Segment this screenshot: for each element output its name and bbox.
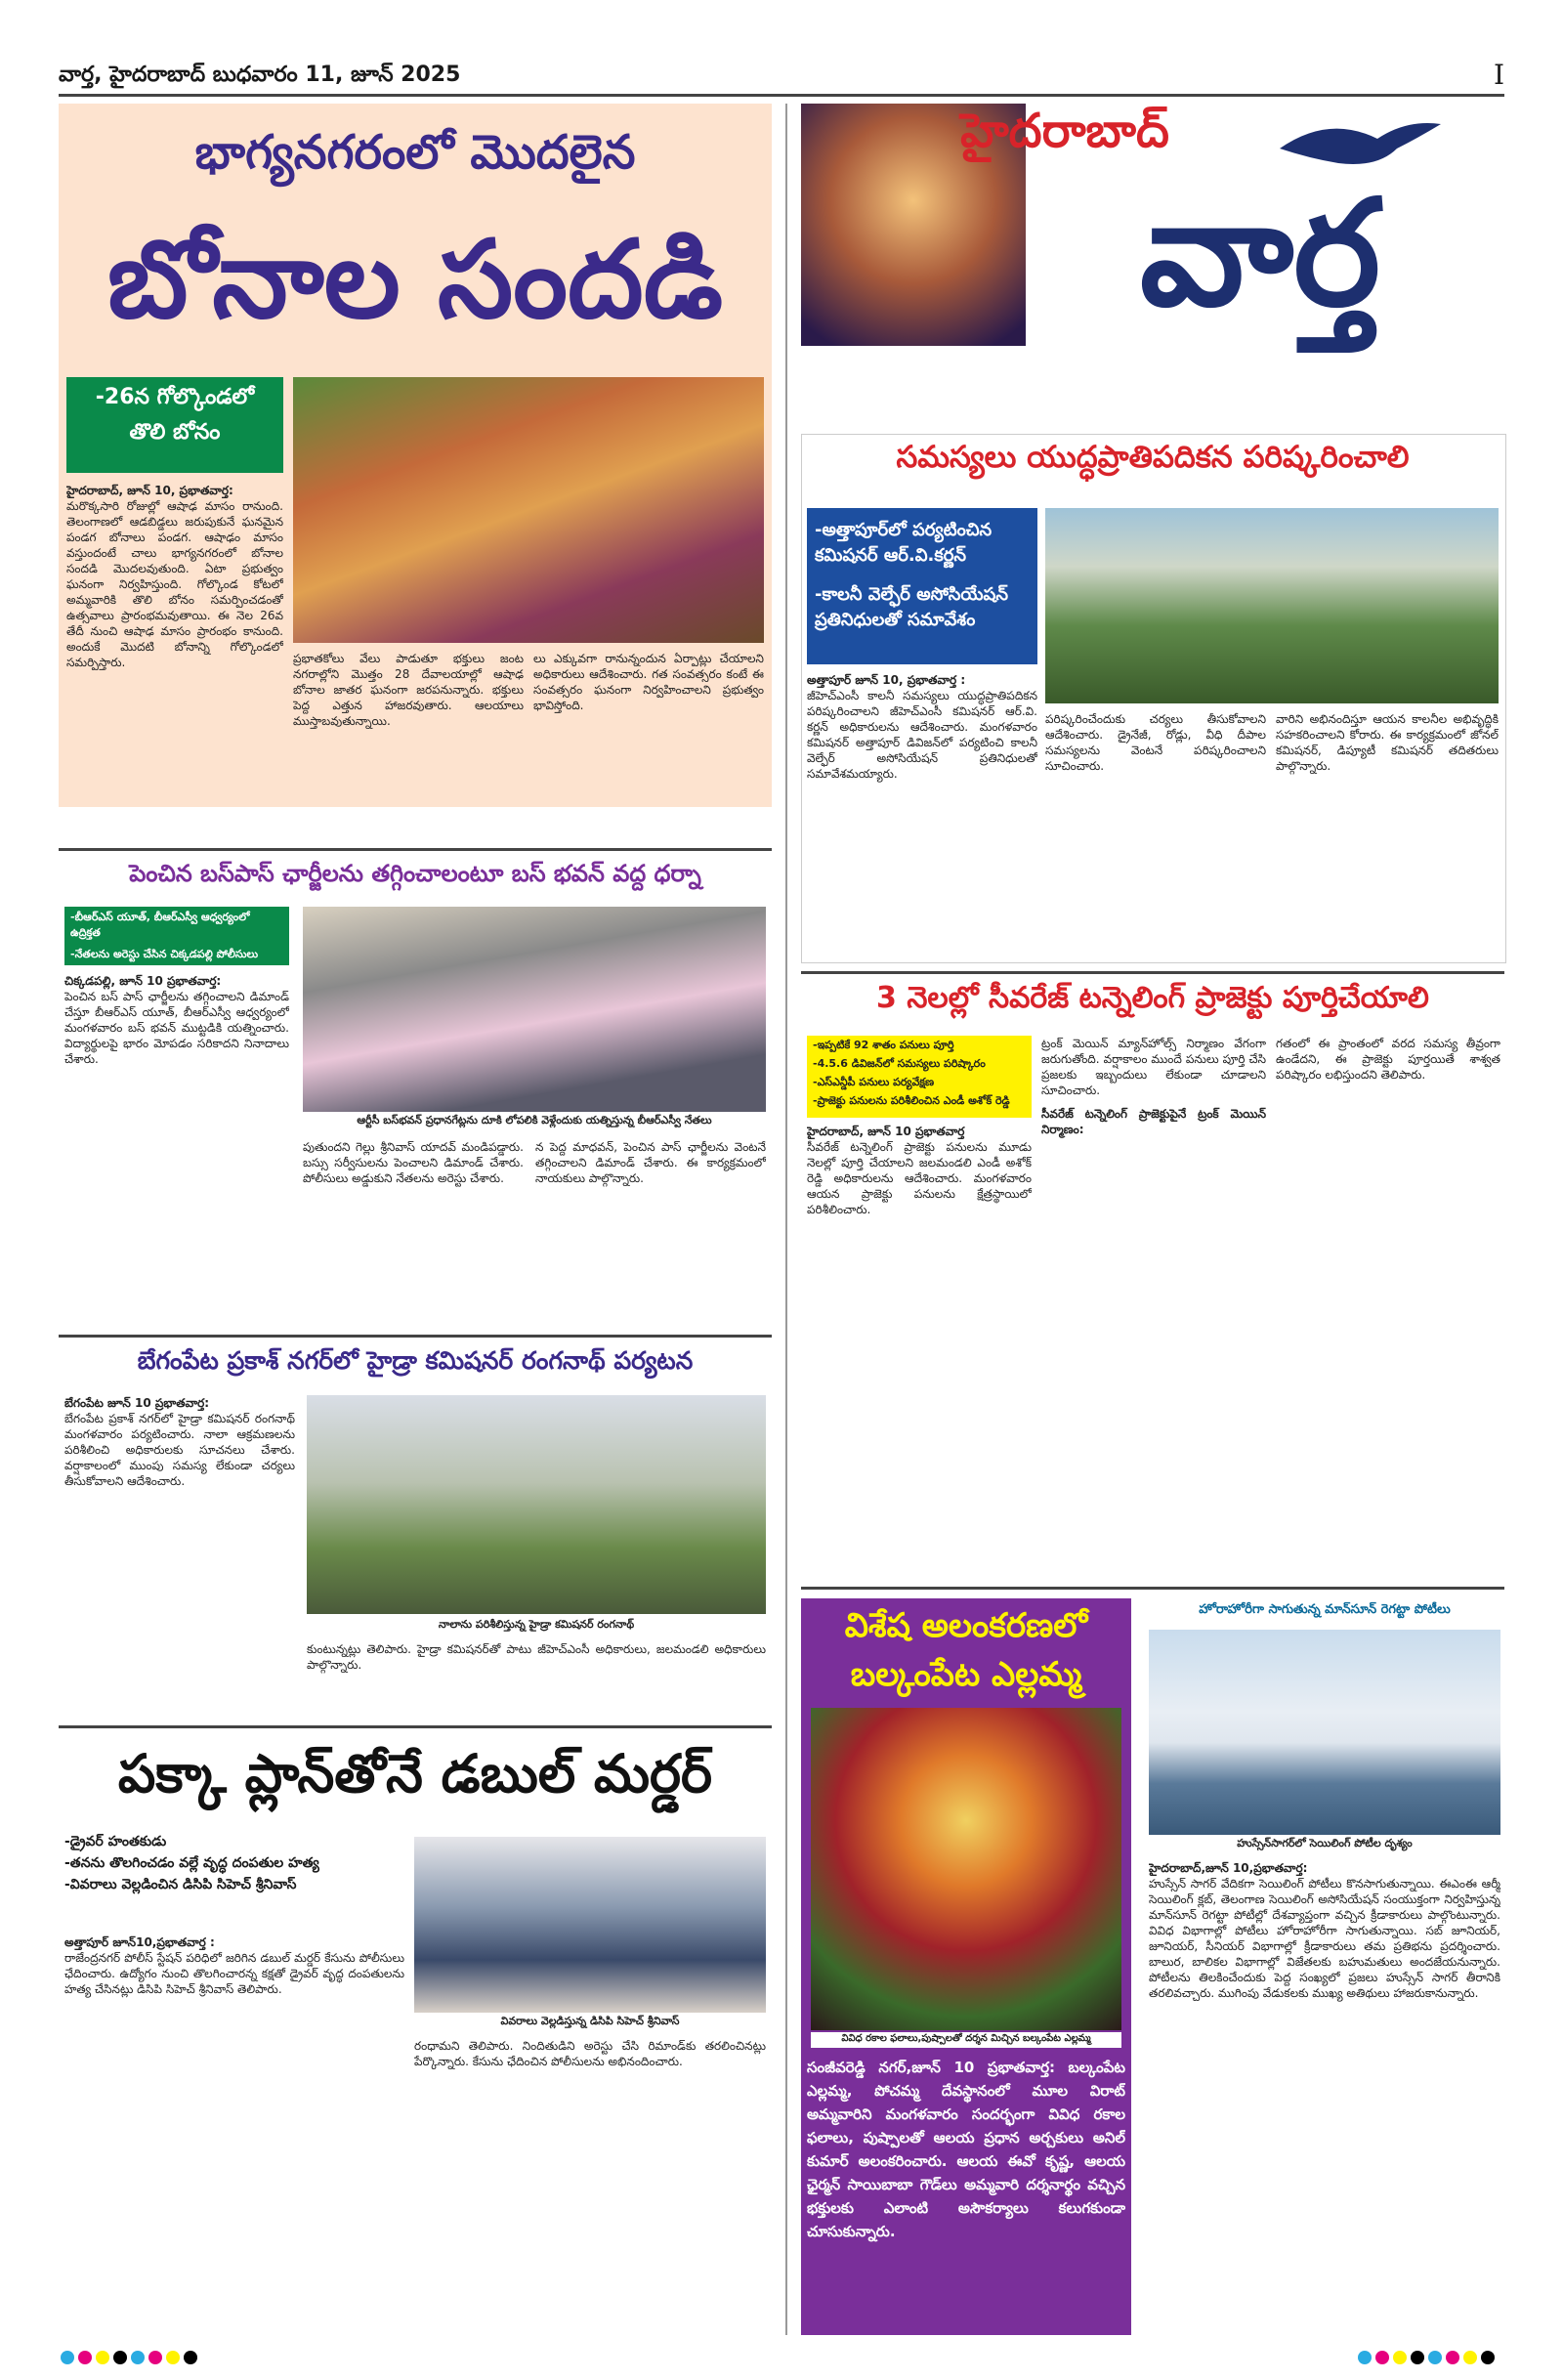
begumpet-caption: నాలాను పరిశీలిస్తున్న హైడ్రా కమిషనర్ రంగనాథ్	[438, 1618, 635, 1631]
bus-bullet: -నేతలను అరెస్టు చేసిన చిక్కడపల్లి పోలీసులు	[70, 948, 259, 960]
masthead-dateline: వార్త, హైదరాబాద్ బుధవారం 11, జూన్ 2025	[59, 63, 461, 87]
samasyalu-title: సమస్యలు యుద్ధప్రాతిపదికన పరిష్కరించాలి	[896, 440, 1410, 475]
divider	[801, 1587, 1504, 1590]
bonalu-subhead-line2: తొలి బోనం	[129, 420, 221, 445]
regatta-caption: హుస్సేన్‌సాగర్‌లో సెయిలింగ్ పోటీల దృశ్యం	[1237, 1837, 1413, 1849]
begumpet-body-col2	[307, 1641, 766, 1714]
page-masthead	[59, 59, 1504, 97]
begumpet-title: బేగంపేట ప్రకాశ్ నగర్‌లో హైడ్రా కమిషనర్ రంగనాథ్ పర్యటన	[137, 1346, 694, 1375]
bus-body-col3	[535, 1139, 766, 1321]
murder-title: పక్కా ప్లాన్‌తోనే డబుల్ మర్డర్	[117, 1743, 713, 1805]
samasyalu-body-paragraph: పరిష్కరించేందుకు చర్యలు తీసుకోవాలని ఆదేశించారు. డ్రైనేజీ, రోడ్లు, వీధి దీపాల సమస్యలను వెంటనే పరిష్కరించాలని సూచించారు.	[1045, 712, 1266, 773]
samasyalu-photo	[1045, 508, 1499, 703]
registration-dot	[166, 2351, 180, 2364]
samasyalu-body-col2	[1045, 711, 1266, 956]
sewer-title: 3 నెలల్లో సీవరేజ్ టన్నెలింగ్ ప్రాజెక్టు పూర్తిచేయాలి	[876, 981, 1429, 1015]
murder-dateline: అత్తాపూర్ జూన్10,ప్రభాతవార్త :	[64, 1935, 215, 1949]
bonalu-kicker: భాగ్యనగరంలో మొదలైన	[194, 125, 636, 180]
murder-body-paragraph: రాజేంద్రనగర్ పోలీస్ స్టేషన్ పరిధిలో జరిగిన డబుల్ మర్డర్ కేసును పోలీసులు ఛేదించారు. ఉద్యోగం నుంచి తొలగించారన్న కక్షతో డ్రైవర్ వృద్ధ దంపతులను హత్య చేసినట్లు డిసిపి సిహెచ్ శ్రీనివాస్ తెలిపారు.	[64, 1951, 404, 1996]
registration-dot	[131, 2351, 145, 2364]
registration-dot	[61, 2351, 74, 2364]
registration-dot	[1446, 2351, 1459, 2364]
registration-dot	[113, 2351, 127, 2364]
regatta-body-paragraph: హుస్సేన్ సాగర్ వేదికగా సెయిలింగ్ పోటీలు కొనసాగుతున్నాయి. ఈఎంఈ ఆర్మీ సెయిలింగ్ క్లబ్, తెలంగాణ సెయిలింగ్ అసోసియేషన్ సంయుక్తంగా నిర్వహిస్తున్న మాన్‌సూన్ రెగట్టా పోటీల్లో దేశవ్యాప్తంగా వచ్చిన క్రీడాకారులు పాల్గొంటున్నారు. వివిధ విభాగాల్లో పోటీలు హోరాహోరీగా సాగుతున్నాయి. సబ్ జూనియర్, జూనియర్, సీనియర్ విభాగాల్లో క్రీడాకారులు తమ ప్రతిభను ప్రదర్శించారు. బాలుర, బాలికల విభాగాల్లో విజేతలకు బహుమతులు అందజేయనున్నారు. పోటీలను తిలకించేందుకు పెద్ద సంఖ్యలో ప్రజలు హుస్సేన్ సాగర్ తీరానికి తరలివచ్చారు. ముగింపు వేడుకలకు ముఖ్య అతిథులు హాజరుకానున్నారు.	[1149, 1877, 1500, 2000]
murder-body-col1	[64, 1934, 404, 2296]
regatta-dateline: హైదరాబాద్,జూన్ 10,ప్రభాతవార్త:	[1149, 1861, 1308, 1875]
regatta-body	[1149, 1860, 1500, 2335]
brand-city: హైదరాబాద్	[960, 104, 1169, 158]
samasyalu-bullets	[807, 508, 1037, 664]
begumpet-photo	[307, 1395, 766, 1614]
samasyalu-body-paragraph: వారిని అభినందిస్తూ ఆయన కాలనీల అభివృద్ధికి సహకరించాలని కోరారు. ఈ కార్యక్రమంలో జోనల్ కమిషనర్, డిప్యూటీ కమిషనర్ తదితరులు పాల్గొన్నారు.	[1276, 712, 1499, 773]
bus-body-col1	[64, 973, 289, 1321]
murder-photo	[414, 1837, 766, 2013]
registration-dot	[1428, 2351, 1442, 2364]
sewer-body-col3	[1276, 1036, 1500, 1577]
bonalu-title: బోనాల సందడి	[106, 217, 724, 342]
bus-body-paragraph: పెంచిన బస్ పాస్ ఛార్జీలను తగ్గించాలని డిమాండ్ చేస్తూ బీఆర్ఎస్ యూత్, బీఆర్ఎస్వీ ఆధ్వర్యంలో మంగళవారం బస్ భవన్ ముట్టడికి యత్నించారు. విద్యార్థులపై భారం మోపడం సరికాదని నినాదాలు చేశారు.	[64, 990, 289, 1066]
registration-dot	[1358, 2351, 1372, 2364]
samasyalu-body-paragraph: జీహెచ్ఎంసీ కాలనీ సమస్యలు యుద్ధప్రాతిపదికన పరిష్కరించాలని జీహెచ్ఎంసీ కమిషనర్ ఆర్.వి. కర్ణన్ అధికారులను ఆదేశించారు. మంగళవారం కమిషనర్ అత్తాపూర్ డివిజన్‌లో పర్యటించి కాలనీ వెల్ఫేర్ అసోసియేషన్ ప్రతినిధులతో సమావేశమయ్యారు.	[807, 689, 1037, 781]
sewer-subhead: సీవరేజ్ టన్నెలింగ్ ప్రాజెక్టుపైనే ట్రంక్ మెయిన్ నిర్మాణం:	[1041, 1107, 1266, 1136]
bus-bullets	[64, 907, 289, 965]
bonalu-headline-block	[59, 104, 772, 367]
yellamma-caption: వివిధ రకాల ఫలాలు,పుష్పాలతో దర్శన మిచ్చిన బల్కంపేట ఎల్లమ్మ	[811, 2032, 1121, 2048]
bonalu-body-col1	[66, 483, 283, 799]
samasyalu-body-col1	[807, 672, 1037, 956]
registration-dot	[1393, 2351, 1407, 2364]
brand-name: వార్త	[1139, 169, 1381, 339]
bus-caption: ఆర్టీసీ బస్‌భవన్ ప్రధానగేట్లను దూకి లోపలికి వెళ్లేందుకు యత్నిస్తున్న బీఆర్ఎస్వీ నేతలు	[357, 1114, 712, 1126]
sewer-dateline: హైదరాబాద్, జూన్ 10 ప్రభాతవార్త	[807, 1125, 965, 1138]
samasyalu-body-col3	[1276, 711, 1499, 956]
registration-dot	[1375, 2351, 1389, 2364]
bonalu-body-paragraph: లు ఎక్కువగా రానున్నందున ఏర్పాట్లు చేయాలని అధికారులు ఆదేశించారు. గత సంవత్సరం కంటే ఈ సంవత్సరం ఘనంగా నిర్వహించాలని ప్రభుత్వం భావిస్తోంది.	[533, 652, 764, 712]
bonalu-dateline: హైదరాబాద్, జూన్ 10, ప్రభాతవార్త:	[66, 484, 233, 497]
samasyalu-bullet: -కాలనీ వెల్ఫేర్ అసోసియేషన్ ప్రతినిధులతో సమావేశం	[815, 584, 1008, 630]
sewer-bullets	[807, 1036, 1032, 1118]
yellamma-title-line1: విశేష అలంకరణలో	[844, 1606, 1088, 1645]
divider	[59, 1335, 772, 1338]
regatta-photo	[1149, 1630, 1500, 1835]
murder-bullet: -డ్రైవర్ హంతకుడు	[64, 1834, 167, 1849]
sewer-body-col1	[807, 1124, 1032, 1577]
bus-photo	[303, 907, 766, 1112]
bus-body-paragraph: న పెద్ద మాధవన్, పెంచిన పాస్ ఛార్జీలను వెంటనే తగ్గించాలని డిమాండ్ చేశారు. ఈ కార్యక్రమంలో నాయకులు పాల్గొన్నారు.	[535, 1140, 766, 1185]
sewer-bullet: -ఎస్ఎన్డీపీ పనులు పర్యవేక్షణ	[813, 1076, 935, 1088]
sewer-bullet: -ప్రాజెక్టు పనులను పరిశీలించిన ఎండీ అశోక్ రెడ్డి	[813, 1094, 1010, 1107]
murder-body-col2	[414, 2038, 766, 2296]
divider	[59, 848, 772, 851]
bus-title: పెంచిన బస్‌పాస్ ఛార్జీలను తగ్గించాలంటూ బస్ భవన్ వద్ద ధర్నా	[129, 860, 701, 887]
sewer-bullet: -4.5.6 డివిజన్‌లో సమస్యలు పరిష్కారం	[813, 1057, 986, 1070]
bonalu-subhead	[66, 377, 283, 473]
registration-dot	[1411, 2351, 1424, 2364]
page-number: I	[1493, 59, 1504, 91]
begumpet-body-paragraph: బేగంపేట ప్రకాశ్ నగర్‌లో హైడ్రా కమిషనర్ రంగనాథ్ మంగళవారం పర్యటించారు. నాలా ఆక్రమణలను పరిశీలించి అధికారులకు సూచనలు చేశారు. వర్షాకాలంలో ముంపు సమస్య లేకుండా చర్యలు తీసుకోవాలని ఆదేశించారు.	[64, 1412, 295, 1488]
sewer-bullet: -ఇప్పటికే 92 శాతం పనులు పూర్తి	[813, 1039, 954, 1051]
registration-dot	[1481, 2351, 1495, 2364]
sewer-body-paragraph: ట్రంక్ మెయిన్ మ్యాన్‌హోల్స్ నిర్మాణం వేగంగా జరుగుతోంది. వర్షాకాలం ముందే పనులు పూర్తి చేసి ప్రజలకు ఇబ్బందులు లేకుండా చూడాలని సూచించారు.	[1041, 1037, 1266, 1097]
bus-body-paragraph: పుతుందని గెల్లు శ్రీనివాస్ యాదవ్ మండిపడ్డారు. బస్సు సర్వీసులను పెంచాలని డిమాండ్ చేశారు. పోలీసులు అడ్డుకుని నేతలను అరెస్టు చేశారు.	[303, 1140, 524, 1185]
murder-bullet: -తనను తొలగించడం వల్లే వృద్ధ దంపతుల హత్య	[64, 1855, 319, 1871]
column-divider	[785, 104, 787, 2335]
sewer-body-paragraph: సీవరేజ్ టన్నెలింగ్ ప్రాజెక్టు పనులను మూడు నెలల్లో పూర్తి చేయాలని జలమండలి ఎండీ అశోక్ రెడ్డి అధికారులను ఆదేశించారు. మంగళవారం ఆయన ప్రాజెక్టు పనులను క్షేత్రస్థాయిలో పరిశీలించారు.	[807, 1140, 1032, 1216]
yellamma-body: సంజీవరెడ్డి నగర్,జూన్ 10 ప్రభాతవార్త: బల్కంపేట ఎల్లమ్మ, పోచమ్మ దేవస్థానంలో మూల విరాట్ అమ్మవారిని మంగళవారం సందర్భంగా వివిధ రకాల ఫలాలు, పుష్పాలతో ఆలయ ప్రధాన అర్చకులు అనిల్ కుమార్ అలంకరించారు. ఆలయ ఈవో కృష్ణ, ఆలయ ఛైర్మన్ సాయిబాబా గౌడ్‌లు అమ్మవారి దర్శనార్థం వచ్చిన భక్తులకు ఎలాంటి అసౌకర్యాలు కలుగకుండా చూసుకున్నారు.	[807, 2059, 1125, 2240]
bonalu-body-paragraph: మరొక్కసారి రోజుల్లో ఆషాఢ మాసం రానుంది. తెలంగాణలో ఆడబిడ్డలు జరుపుకునే ఘనమైన పండగ బోనాలు పండగ. ఆషాఢం మాసం వస్తుందంటే చాలు భాగ్యనగరంలో బోనాల సందడి మొదలవుతుంది. ఏటా ప్రభుత్వం ఘనంగా నిర్వహిస్తుంది. గోల్కొండ కోటలో అమ్మవారికి తొలి బోనం సమర్పించడంతో ఉత్సవాలు ప్రారంభమవుతాయి. ఈ నెల 26వ తేదీ నుంచి ఆషాఢ మాసం ప్రారంభం కానుంది. అందుకే మొదటి బోనాన్ని గోల్కొండలో సమర్పిస్తారు.	[66, 499, 283, 669]
murder-bullet: -వివరాలు వెల్లడించిన డిసిపి సిహెచ్ శ్రీనివాస్	[64, 1877, 297, 1892]
sewer-body-paragraph: గతంలో ఈ ప్రాంతంలో వరద సమస్య తీవ్రంగా ఉండేదని, ఈ ప్రాజెక్టు పూర్తయితే శాశ్వత పరిష్కారం లభిస్తుందని తెలిపారు.	[1276, 1037, 1500, 1082]
murder-caption: వివరాలు వెల్లడిస్తున్న డిసిపి సిహెచ్ శ్రీనివాస్	[500, 2015, 680, 2027]
samasyalu-dateline: అత్తాపూర్ జూన్ 10, ప్రభాతవార్త :	[807, 673, 966, 687]
bonalu-body-col2	[293, 651, 524, 799]
begumpet-body-paragraph: కుంటున్నట్లు తెలిపారు. హైడ్రా కమిషనర్‌తో పాటు జీహెచ్ఎంసీ అధికారులు, జలమండలి అధికారులు పాల్గొన్నారు.	[307, 1642, 766, 1672]
murder-body-paragraph: రంధామని తెలిపారు. నిందితుడిని అరెస్టు చేసి రిమాండ్‌కు తరలించినట్లు పేర్కొన్నారు. కేసును ఛేదించిన పోలీసులను అభినందించారు.	[414, 2039, 766, 2068]
bonalu-body-col3	[533, 651, 764, 799]
yellamma-photo	[811, 1708, 1121, 2030]
divider	[59, 1725, 772, 1728]
registration-dot	[184, 2351, 197, 2364]
begumpet-dateline: బేగంపేట జూన్ 10 ప్రభాతవార్త:	[64, 1396, 210, 1410]
bus-body-col2	[303, 1139, 524, 1321]
bonalu-subhead-line1: -26న గోల్కొండలో	[95, 385, 255, 409]
yellamma-title-line2: బల్కంపేట ఎల్లమ్మ	[850, 1655, 1082, 1694]
sewer-body-col2	[1041, 1036, 1266, 1577]
regatta-title: హోరాహోరీగా సాగుతున్న మాన్‌సూన్ రెగట్టా పోటీలు	[1199, 1602, 1451, 1617]
bus-bullet: -బీఆర్ఎస్ యూత్, బీఆర్ఎస్వీ ఆధ్వర్యంలో ఉద్రిక్తత	[70, 911, 250, 939]
bonalu-photo	[293, 377, 764, 643]
bonalu-body-paragraph: ప్రభాతకోలు వేలు పాడుతూ భక్తులు జంట నగరాల్లోని మొత్తం 28 దేవాలయాల్లో ఆషాఢ బోనాల జాతర ఘనంగా జరపనున్నారు. భక్తులు పెద్ద ఎత్తున హాజరవుతారు. ఆలయాలు ముస్తాబవుతున్నాయి.	[293, 652, 524, 728]
murder-bullets	[64, 1831, 404, 1929]
divider	[801, 971, 1504, 974]
begumpet-body-col1	[64, 1395, 295, 1714]
registration-dot	[96, 2351, 109, 2364]
registration-dot	[1463, 2351, 1477, 2364]
registration-dot	[78, 2351, 92, 2364]
bus-dateline: చిక్కడపల్లి, జూన్ 10 ప్రభాతవార్త:	[64, 974, 222, 988]
samasyalu-bullet: -అత్తాపూర్‌లో పర్యటించిన కమిషనర్ ఆర్.వి.కర్ణన్	[815, 520, 993, 566]
registration-dot	[148, 2351, 162, 2364]
